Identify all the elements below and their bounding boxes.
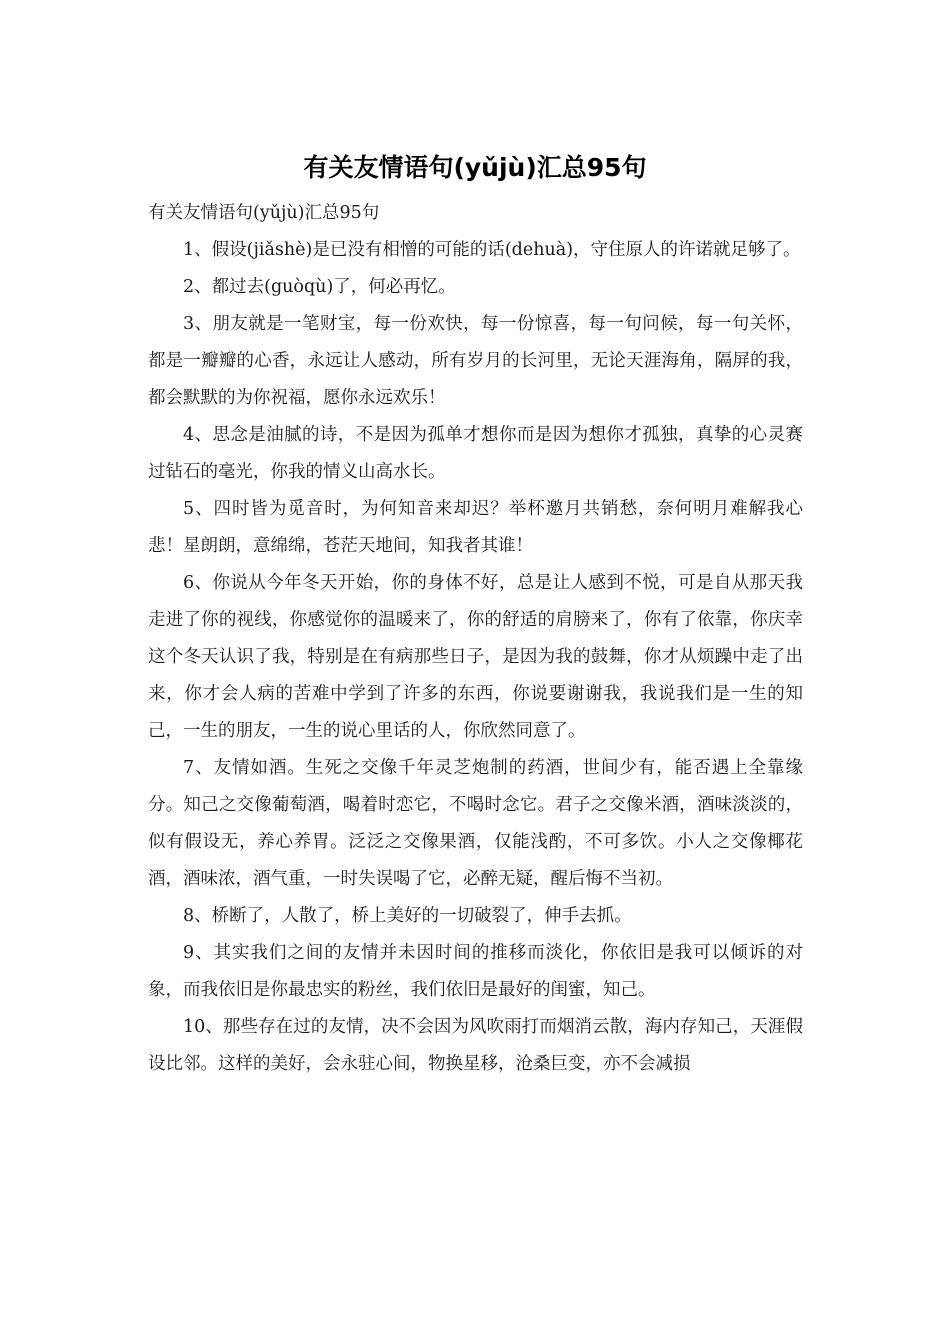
document-title: 有关友情语句(yǔjù)汇总95句	[303, 153, 647, 182]
paragraph-4: 4、思念是油腻的诗，不是因为孤单才想你而是因为想你才孤独，真挚的心灵赛过钻石的毫光，你我的情义山高水长。	[148, 425, 803, 482]
paragraph-1: 1、假设(jiǎshè)是已没有相憎的可能的话(dehuà)，守住原人的许诺就足够了。	[183, 240, 801, 260]
document-subtitle: 有关友情语句(yǔjù)汇总95句	[148, 203, 380, 223]
paragraph-5: 5、四时皆为觅音时，为何知音来却迟？举杯邀月共销愁，奈何明月难解我心悲！星朗朗，意绵绵，苍茫天地间，知我者其谁！	[148, 499, 803, 556]
paragraph-7: 7、友情如酒。生死之交像千年灵芝炮制的药酒，世间少有，能否遇上全靠缘分。知己之交像葡萄酒，喝着时恋它，不喝时念它。君子之交像米酒，酒味淡淡的，似有假设无，养心养胃。泛泛之交像果酒，仅能浅酌，不可多饮。小人之交像椰花酒，酒味浓，酒气重，一时失误喝了它，必醉无疑，醒后悔不当初。	[148, 758, 803, 889]
paragraph-10: 10、那些存在过的友情，决不会因为风吹雨打而烟消云散，海内存知己，天涯假设比邻。这样的美好，会永驻心间，物换星移，沧桑巨变，亦不会减损	[148, 1017, 803, 1074]
document-body	[148, 195, 803, 1083]
paragraph-3: 3、朋友就是一笔财宝，每一份欢快，每一份惊喜，每一句问候，每一句关怀，都是一瓣瓣的心香，永远让人感动，所有岁月的长河里，无论天涯海角，隔屏的我，都会默默的为你祝福，愿你永远欢乐！	[148, 314, 803, 408]
paragraph-2: 2、都过去(guòqù)了，何必再忆。	[183, 277, 456, 297]
paragraph-6: 6、你说从今年冬天开始，你的身体不好，总是让人感到不悦，可是自从那天我走进了你的视线，你感觉你的温暖来了，你的舒适的肩膀来了，你有了依靠，你庆幸这个冬天认识了我，特别是在有病那些日子，是因为我的鼓舞，你才从烦躁中走了出来，你才会人病的苦难中学到了许多的东西，你说要谢谢我，我说我们是一生的知己，一生的朋友，一生的说心里话的人，你欣然同意了。	[148, 573, 803, 741]
paragraph-8: 8、桥断了，人散了，桥上美好的一切破裂了，伸手去抓。	[183, 906, 632, 926]
paragraph-9: 9、其实我们之间的友情并未因时间的推移而淡化，你依旧是我可以倾诉的对象，而我依旧是你最忠实的粉丝，我们依旧是最好的闺蜜，知己。	[148, 943, 803, 1000]
